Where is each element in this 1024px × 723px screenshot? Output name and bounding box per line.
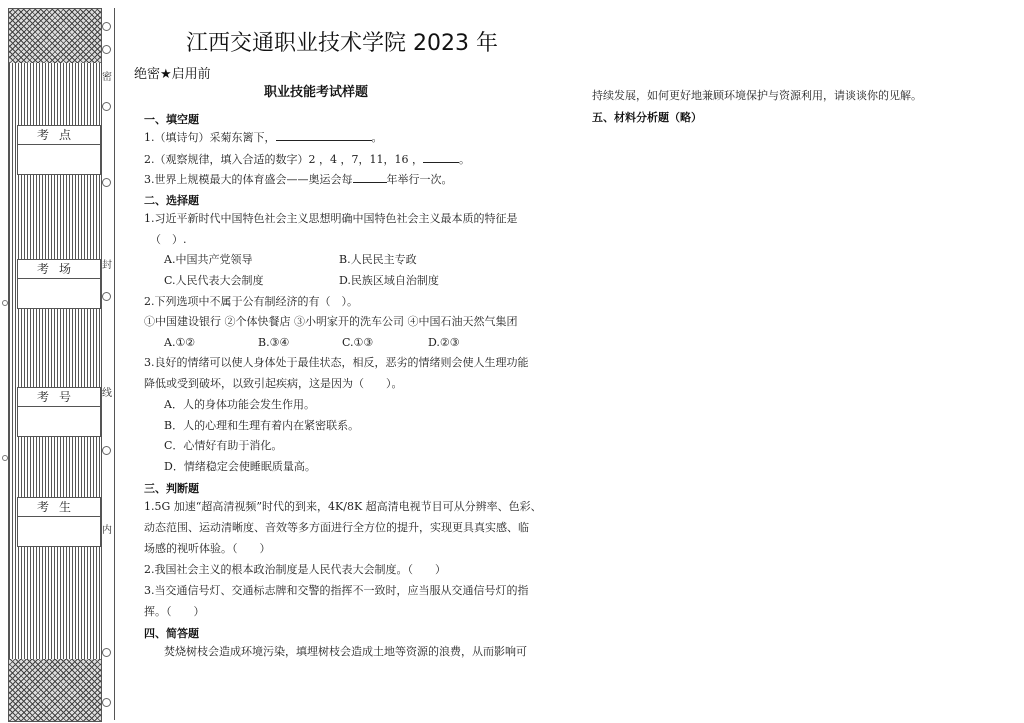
fill-q1-end: 。 (371, 131, 383, 144)
exam-number-label: 考号 (18, 388, 100, 407)
choice-q1-stem: 1.习近平新时代中国特色社会主义思想明确中国特色社会主义最本质的特征是 (144, 212, 518, 225)
confidential-mark: 绝密★启用前 (134, 67, 211, 82)
punch-mark (2, 300, 8, 306)
candidate-box (17, 497, 101, 547)
answer-blank (353, 172, 387, 183)
choice-q3-option-b: B．人的心理和生理有着内在紧密联系。 (164, 419, 360, 432)
seal-char: 密 (102, 72, 112, 83)
choice-q2-stem: 2.下列选项中不属于公有制经济的有（ ）。 (144, 295, 358, 308)
judge-q2: 2.我国社会主义的根本政治制度是人民代表大会制度。（ ） (144, 563, 446, 576)
choice-q1-option-b: B.人民民主专政 (339, 253, 417, 266)
exam-site-box (17, 125, 101, 175)
punch-mark (2, 455, 8, 461)
choice-q2-option-a: A.①② (164, 336, 196, 349)
exam-room-label: 考场 (18, 260, 100, 279)
judge-q1-line3: 场感的视听体验。（ ） (144, 542, 271, 555)
seal-char: 内 (102, 525, 112, 536)
seal-line-rail (100, 8, 115, 720)
choice-q3-option-c: C．心情好有助于消化。 (164, 439, 283, 452)
exam-title: 职业技能考试样题 (264, 85, 369, 100)
seal-char: 线 (102, 388, 112, 399)
exam-site-label: 考点 (18, 126, 100, 145)
choice-q1-stem-cont: （ ）. (150, 233, 187, 246)
fill-q2-text: 2.（观察规律，填入合适的数字）2 ，4 ，7，11，16 ， (144, 153, 423, 166)
section-heading-essay: 四、简答题 (144, 627, 199, 640)
fill-q2-end: 。 (458, 153, 470, 166)
section-heading-choice: 二、选择题 (144, 194, 199, 207)
choice-q1-option-c: C.人民代表大会制度 (164, 274, 264, 287)
punch-hole-icon (102, 45, 111, 54)
seal-char: 封 (102, 260, 112, 271)
fill-question-3 (144, 172, 453, 187)
punch-hole-icon (102, 446, 111, 455)
choice-q3-stem: 3.良好的情绪可以使人身体处于最佳状态，相反，恶劣的情绪则会使人生理功能 (144, 356, 529, 369)
choice-q2-option-c: C.①③ (342, 336, 374, 349)
punch-hole-icon (102, 102, 111, 111)
choice-q1-option-a: A.中国共产党领导 (164, 253, 253, 266)
answer-blank (423, 152, 459, 163)
hatch-pattern-bottom (9, 659, 101, 721)
choice-q3-option-d: D．情绪稳定会使睡眠质量高。 (164, 460, 316, 473)
fill-q1-text: 1.（填诗句）采菊东篱下， (144, 131, 276, 144)
choice-q1-option-d: D.民族区域自治制度 (339, 274, 439, 287)
hatch-pattern-top (9, 9, 101, 63)
judge-q3-line1: 3.当交通信号灯、交通标志牌和交警的指挥不一致时，应当服从交通信号灯的指 (144, 584, 529, 597)
choice-q3-option-a: A．人的身体功能会发生作用。 (164, 398, 315, 411)
punch-hole-icon (102, 698, 111, 707)
punch-hole-icon (102, 648, 111, 657)
exam-room-box (17, 259, 101, 309)
fill-q3-text: 3.世界上规模最大的体育盛会——奥运会每 (144, 173, 353, 186)
candidate-label: 考生 (18, 498, 100, 517)
judge-q1-line2: 动态范围、运动清晰度、音效等多方面进行全方位的提升，实现更具真实感、临 (144, 521, 529, 534)
judge-q1-line1: 1.5G 加速“超高清视频”时代的到来，4K/8K 超高清电视节目可从分辨率、色彩、 (144, 500, 542, 513)
section-heading-fill: 一、填空题 (144, 113, 199, 126)
essay-question-line1: 焚烧树枝会造成环境污染，填埋树枝会造成土地等资源的浪费，从而影响可 (164, 645, 527, 658)
punch-hole-icon (102, 292, 111, 301)
choice-q2-items: ①中国建设银行 ②个体快餐店 ③小明家开的洗车公司 ④中国石油天然气集团 (144, 315, 518, 328)
essay-question-line2: 持续发展，如何更好地兼顾环境保护与资源利用，请谈谈你的见解。 (592, 89, 922, 102)
punch-hole-icon (102, 22, 111, 31)
judge-q3-line2: 挥。（ ） (144, 605, 205, 618)
exam-number-box (17, 387, 101, 437)
choice-q3-stem-cont: 降低或受到破坏，以致引起疾病，这是因为（ ）。 (144, 377, 403, 390)
answer-blank (276, 130, 372, 141)
choice-q2-option-b: B.③④ (258, 336, 290, 349)
section-heading-judge: 三、判断题 (144, 482, 199, 495)
fill-q3-end: 年举行一次。 (386, 173, 453, 186)
fill-question-2 (144, 152, 470, 167)
fill-question-1 (144, 130, 383, 145)
section-heading-material: 五、材料分析题（略） (592, 111, 702, 124)
punch-hole-icon (102, 178, 111, 187)
choice-q2-option-d: D.②③ (428, 336, 460, 349)
binding-strip (8, 8, 102, 722)
school-title: 江西交通职业技术学院 2023 年 (186, 31, 498, 56)
